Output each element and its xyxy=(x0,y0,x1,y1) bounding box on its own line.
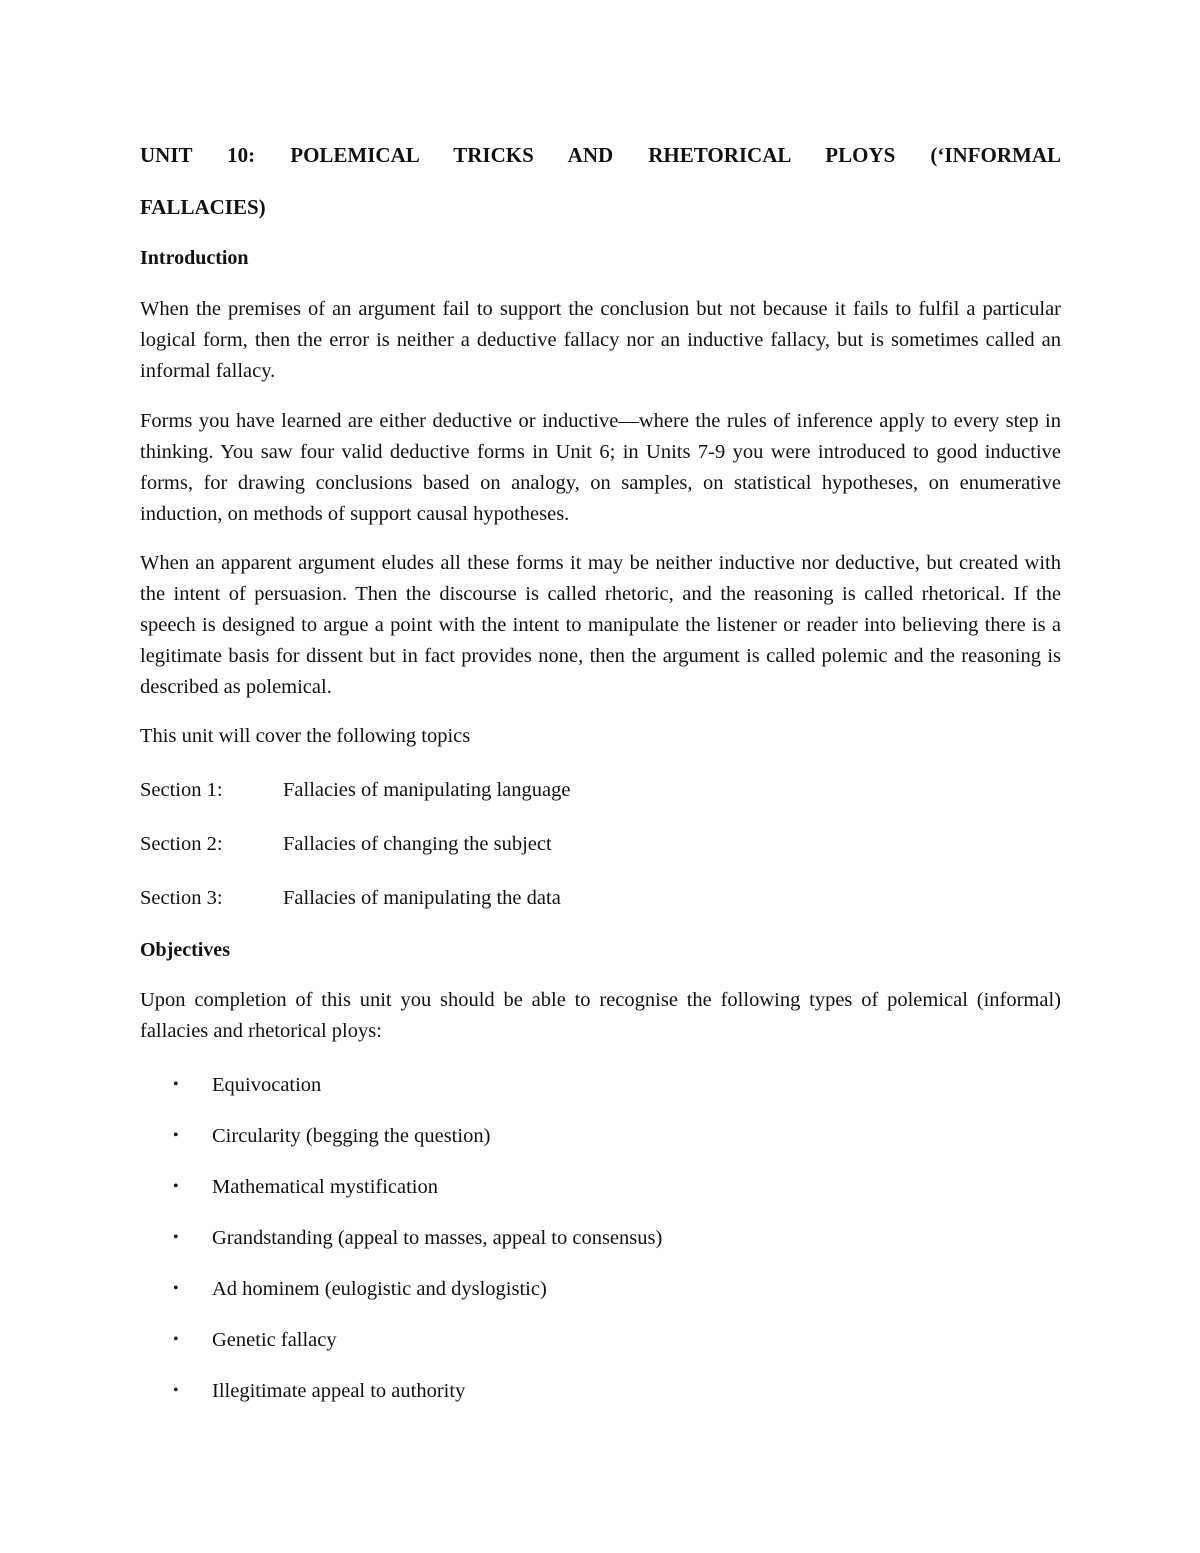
bullet-icon: • xyxy=(173,1229,179,1246)
bullet-icon: • xyxy=(173,1382,179,1399)
section-title: Fallacies of changing the subject xyxy=(283,833,552,855)
intro-paragraph-1: When the premises of an argument fail to support the conclusion but not because it fails to fulfil a particular logical form, then the error is neither a deductive fallacy nor an inductive fallacy, but is sometimes called an informal fallacy. xyxy=(140,298,1061,382)
bullet-icon: • xyxy=(173,1280,179,1297)
list-item-text: Circularity (begging the question) xyxy=(212,1125,491,1147)
objectives-intro: Upon completion of this unit you should be able to recognise the following types of polemical (informal) fallacies and rhetorical ploys: xyxy=(140,989,1061,1042)
list-item-text: Equivocation xyxy=(212,1074,322,1096)
bullet-icon: • xyxy=(173,1127,179,1144)
section-title: Fallacies of manipulating the data xyxy=(283,887,561,909)
unit-title-line-2: FALLACIES) xyxy=(140,195,266,219)
bullet-icon: • xyxy=(173,1076,179,1093)
introduction-heading: Introduction xyxy=(140,247,249,269)
list-item-text: Genetic fallacy xyxy=(212,1329,337,1351)
list-item-text: Grandstanding (appeal to masses, appeal to consensus) xyxy=(212,1227,663,1249)
list-item-text: Ad hominem (eulogistic and dyslogistic) xyxy=(212,1278,547,1300)
objectives-heading: Objectives xyxy=(140,939,230,961)
list-item-text: Mathematical mystification xyxy=(212,1176,439,1198)
list-item-text: Illegitimate appeal to authority xyxy=(212,1380,466,1402)
topics-intro: This unit will cover the following topics xyxy=(140,725,471,747)
section-label: Section 1: xyxy=(140,779,223,801)
section-title: Fallacies of manipulating language xyxy=(283,779,571,801)
intro-paragraph-2: Forms you have learned are either deductive or inductive—where the rules of inference apply to every step in thinking. You saw four valid deductive forms in Unit 6; in Units 7-9 you were introduced to good inductive forms, for drawing conclusions based on analogy, on samples, on statistical hypotheses, on enumerative induction, on methods of support causal hypotheses. xyxy=(140,410,1061,525)
bullet-icon: • xyxy=(173,1178,179,1195)
section-label: Section 2: xyxy=(140,833,223,855)
unit-title-line-1: UNIT 10: POLEMICAL TRICKS AND RHETORICAL PLOYS (‘INFORMAL xyxy=(140,143,1061,167)
section-label: Section 3: xyxy=(140,887,223,909)
intro-paragraph-3: When an apparent argument eludes all these forms it may be neither inductive nor deductive, but created with the intent of persuasion. Then the discourse is called rhetoric, and the reasoning is called rhetorical. If the speech is designed to argue a point with the intent to manipulate the listener or reader into believing there is a legitimate basis for dissent but in fact provides none, then the argument is called polemic and the reasoning is described as polemical. xyxy=(140,552,1061,698)
bullet-icon: • xyxy=(173,1331,179,1348)
